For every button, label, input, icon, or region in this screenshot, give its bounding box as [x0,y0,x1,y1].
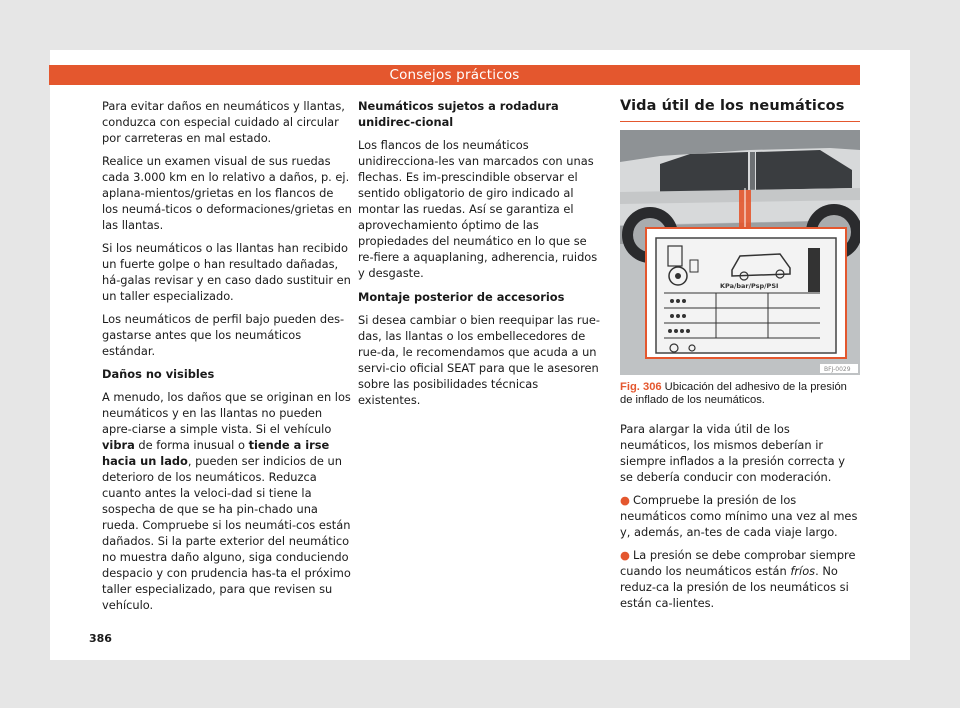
subheading-accessories: Montaje posterior de accesorios [358,290,565,304]
bullet-text: La presión se debe comprobar siempre cuando los neumáticos están [620,548,856,578]
subheading-unidirectional: Neumáticos sujetos a rodadura unidirec-cional [358,99,559,129]
bold-text: vibra [102,438,135,452]
paragraph: Realice un examen visual de sus ruedas cada 3.000 km en lo relativo a daños, p. ej. aplana-mientos/grietas en los flancos de los neumá-ticos o deformaciones/grietas en las llantas. [102,154,352,232]
bullet-text: . No reduz-ca la presión de los neumáticos si están ca-lientes. [620,564,849,610]
section-header: Consejos prácticos [49,65,860,85]
text-run: de forma inusual o [134,438,249,452]
car-illustration [620,130,860,375]
text-run: A menudo, los daños que se originan en los neumáticos y en las llantas no pueden apre-ciarse a simple vista. Si el vehículo [102,390,351,436]
column-middle [358,98,602,415]
figure-tire-pressure-label [620,130,860,375]
bullet-icon: ● [620,493,630,507]
column-left [102,98,352,620]
paragraph [102,389,352,613]
paragraph: Los flancos de los neumáticos unidirecciona-les van marcados con unas flechas. Es im-prescindible observar el sentido obligatorio de giro indicado al montar las ruedas. Así se garantiza el aprovechamiento óptimo de las propiedades del neumático en lo que se re-fiere a aquaplaning, adherencia, ruidos y desgaste. [358,138,598,280]
paragraph: Si desea cambiar o bien reequipar las rue-das, las llantas o los embellecedores de rue-da, le recomendamos que acuda a un servi-cio oficial SEAT para que le asesoren sobre las posibilidades técnicas existentes. [358,313,600,407]
bullet-icon: ● [620,548,630,562]
italic-text: fríos [790,564,816,578]
section-title: Vida útil de los neumáticos [620,98,860,122]
pressure-unit-text: KPa/bar/Psp/PSI [720,282,779,290]
bullet-item [620,492,860,540]
figure-number: Fig. 306 [620,381,662,393]
paragraph: Para alargar la vida útil de los neumáticos, los mismos deberían ir siempre inflados a la presión correcta y se debería conducir con moderación. [620,422,845,484]
figure-code: BFJ-0029 [824,366,851,373]
bold-text: tiende a irse hacia un lado [102,438,330,468]
caption-text: Ubicación del adhesivo de la presión de inflado de los neumáticos. [620,381,847,406]
subheading-hidden-damage: Daños no visibles [102,367,215,381]
text-run: , pueden ser indicios de un deterioro de los neumáticos. Reduzca cuanto antes la veloci-dad si tiene la sospecha de que se ha pin-chado una rueda. Compruebe si los neumáti-cos están dañados. Si la parte exterior del neumático no muestra daño alguno, siga conduciendo despacio y con prudencia has-ta el próximo taller especializado, para que revisen su vehículo. [102,454,351,612]
figure-caption [620,381,860,407]
bullet-text: Compruebe la presión de los neumáticos como mínimo una vez al mes y, además, an-tes de cada viaje largo. [620,493,858,539]
paragraph: Si los neumáticos o las llantas han recibido un fuerte golpe o han resultado dañadas, há-galas revisar y en caso dado sustituir en un taller especializado. [102,241,351,303]
paragraph: Para evitar daños en neumáticos y llantas, conduzca con especial cuidado al circular por carreteras en mal estado. [102,99,345,145]
bullet-item [620,547,860,611]
page-number: 386 [89,632,112,645]
column-right [620,98,860,618]
paragraph: Los neumáticos de perfil bajo pueden des-gastarse antes que los neumáticos estándar. [102,312,345,358]
